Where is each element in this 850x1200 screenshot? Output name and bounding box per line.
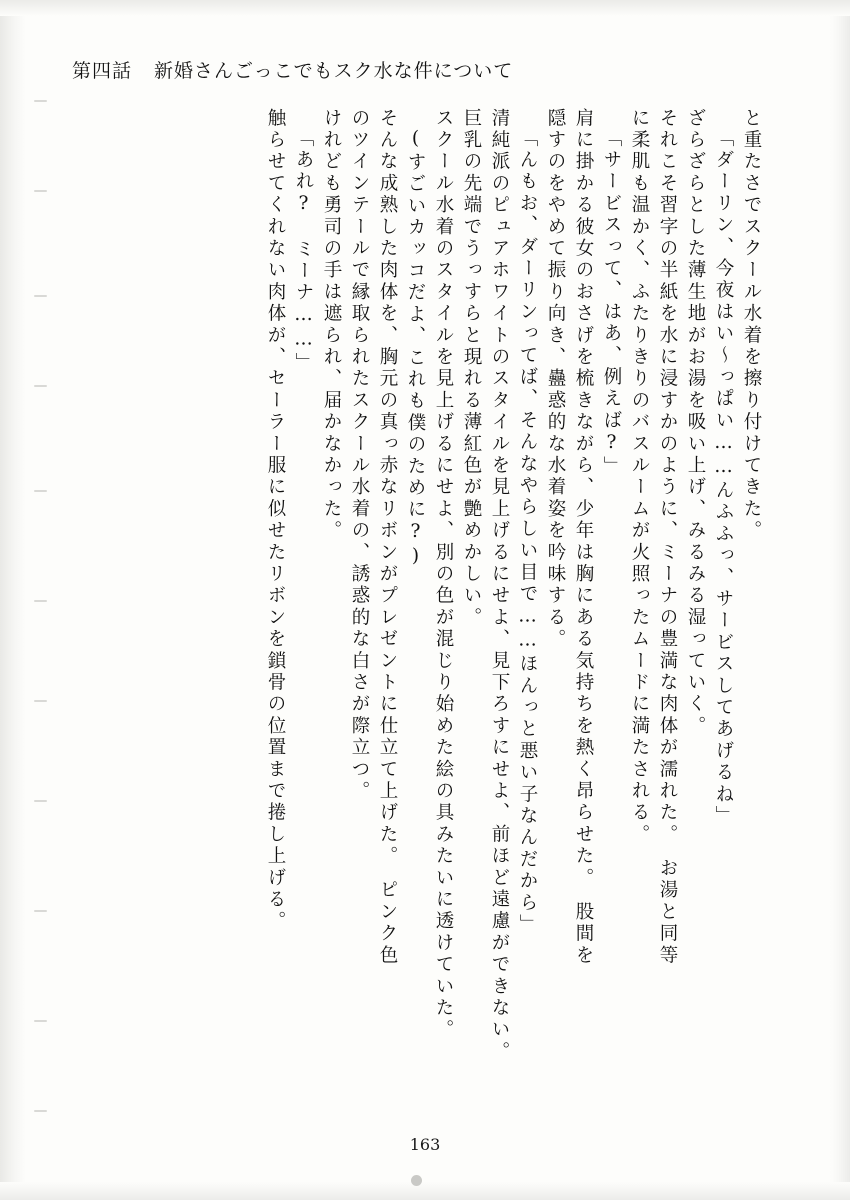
text-line: のツインテールで縁取られたスクール水着の、誘惑的な白さが際立つ。 bbox=[349, 108, 370, 803]
page-top-edge-shadow bbox=[0, 0, 850, 16]
text-line: 清純派のピュアホワイトのスタイルを見上げるにせよ、見下ろすにせよ、前ほど遠慮ができない。 bbox=[489, 108, 510, 1063]
text-line: 隠すのをやめて振り向き、蠱惑的な水着姿を吟味する。 bbox=[545, 108, 566, 651]
page-left-edge-shadow bbox=[0, 0, 26, 1200]
text-line: 「ダーリン、今夜はい〜っぱい……んふふっ、サービスしてあげるね」 bbox=[713, 128, 734, 828]
chapter-header bbox=[72, 56, 513, 83]
vertical-text-body bbox=[60, 108, 760, 1108]
text-line: と重たさでスクール水着を擦り付けてきた。 bbox=[741, 108, 762, 542]
page-bottom-mark bbox=[411, 1175, 422, 1186]
text-line: そんな成熟した肉体を、胸元の真っ赤なリボンがプレゼントに仕立て上げた。 ピンク色 bbox=[377, 108, 398, 967]
text-line: それこそ習字の半紙を水に浸すかのように、ミーナの豊満な肉体が濡れた。 お湯と同等 bbox=[657, 108, 678, 967]
text-line: 「んもお、ダーリンってば、そんなやらしい目で……ほんっと悪い子なんだから」 bbox=[517, 128, 538, 936]
text-line: に柔肌も温かく、ふたりきりのバスルームが火照ったムードに満たされる。 bbox=[629, 108, 650, 846]
gutter-marks bbox=[34, 40, 52, 1150]
text-line: ざらざらとした薄生地がお湯を吸い上げ、みるみる湿っていく。 bbox=[685, 108, 706, 738]
text-line: スクール水着のスタイルを見上げるにせよ、別の色が混じり始めた絵の具みたいに透けていた。 bbox=[433, 108, 454, 1042]
text-line: 肩に掛かる彼女のおさげを梳きながら、少年は胸にある気持ちを熱く昂らせた。 股間を bbox=[573, 108, 594, 967]
text-line: 巨乳の先端でうっすらと現れる薄紅色が艶めかしい。 bbox=[461, 108, 482, 629]
chapter-number: 第四話 bbox=[72, 60, 133, 82]
page-right-edge-shadow bbox=[830, 0, 850, 1200]
text-line: 触らせてくれない肉体が、セーラー服に似せたリボンを鎖骨の位置まで捲し上げる。 bbox=[265, 108, 286, 933]
page-bottom-edge-shadow bbox=[0, 1182, 850, 1200]
text-line: 「あれ? ミーナ……」 bbox=[293, 128, 314, 375]
chapter-title: 新婚さんごっこでもスク水な件について bbox=[154, 60, 514, 82]
page-number: 163 bbox=[409, 1135, 441, 1154]
text-line: 「サービスって、はあ、例えば?」 bbox=[601, 128, 622, 478]
text-line: (すごいカッコだよ、これも僕のために?) bbox=[405, 128, 426, 570]
text-line: けれども勇司の手は遮られ、届かなかった。 bbox=[321, 108, 342, 542]
